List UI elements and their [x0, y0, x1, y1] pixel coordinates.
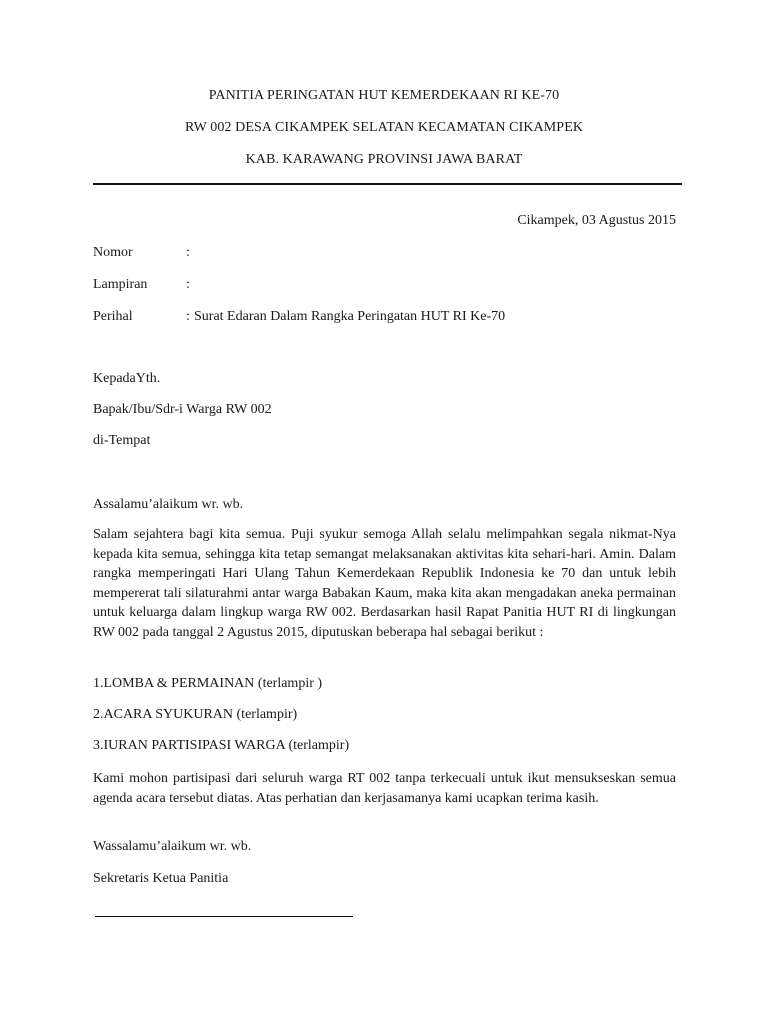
recipient-name: Bapak/Ibu/Sdr-i Warga RW 002 [93, 402, 272, 417]
body-paragraph-1: Salam sejahtera bagi kita semua. Puji syukur semoga Allah selalu melimpahkan segala nikmat-Nya kepada kita semua, sehingga kita tetap semangat melaksanakan aktivitas kita sehari-hari. Amin. Dalam rangka memperingati Hari Ulang Tahun Kemerdekaan Republik Indonesia ke 70 dan untuk lebih mempererat tali silaturahmi antar warga Babakan Kaum, maka kita akan mengadakan aneka permainan untuk keluarga dalam lingkup warga RW 002. Berdasarkan hasil Rapat Panitia HUT RI di lingkungan RW 002 pada tanggal 2 Agustus 2015, diputuskan beberapa hal sebagai berikut : [93, 527, 676, 640]
letter-date: Cikampek, 03 Agustus 2015 [517, 213, 676, 228]
body-paragraph-2: Kami mohon partisipasi dari seluruh warga RT 002 tanpa terkecuali untuk ikut mensukseskan semua agenda acara tersebut diatas. Atas perhatian dan kerjasamanya kami ucapkan terima kasih. [93, 771, 676, 806]
lampiran-colon: : [186, 277, 190, 292]
letterhead-line-2: RW 002 DESA CIKAMPEK SELATAN KECAMATAN CIKAMPEK [184, 120, 584, 135]
greeting: Assalamu’alaikum wr. wb. [93, 497, 244, 512]
letterhead-divider [93, 183, 682, 185]
perihal-label: Perihal [93, 309, 133, 324]
nomor-colon: : [186, 245, 190, 260]
list-item-2: 2.ACARA SYUKURAN (terlampir) [93, 707, 298, 722]
signature-title: Sekretaris Ketua Panitia [93, 871, 229, 886]
letterhead-line-1: PANITIA PERINGATAN HUT KEMERDEKAAN RI KE-70 [208, 88, 560, 103]
list-item-1: 1.LOMBA & PERMAINAN (terlampir ) [93, 676, 323, 691]
perihal-value: Surat Edaran Dalam Rangka Peringatan HUT RI Ke-70 [194, 309, 506, 324]
closing: Wassalamu’alaikum wr. wb. [93, 839, 252, 854]
nomor-label: Nomor [93, 245, 133, 260]
recipient-place: di-Tempat [93, 433, 151, 448]
list-item-3: 3.IURAN PARTISIPASI WARGA (terlampir) [93, 738, 350, 753]
letterhead-line-3: KAB. KARAWANG PROVINSI JAWA BARAT [245, 152, 523, 167]
signature-line [95, 916, 353, 917]
recipient-to: KepadaYth. [93, 371, 161, 386]
perihal-colon: : [186, 309, 190, 324]
lampiran-label: Lampiran [93, 277, 148, 292]
